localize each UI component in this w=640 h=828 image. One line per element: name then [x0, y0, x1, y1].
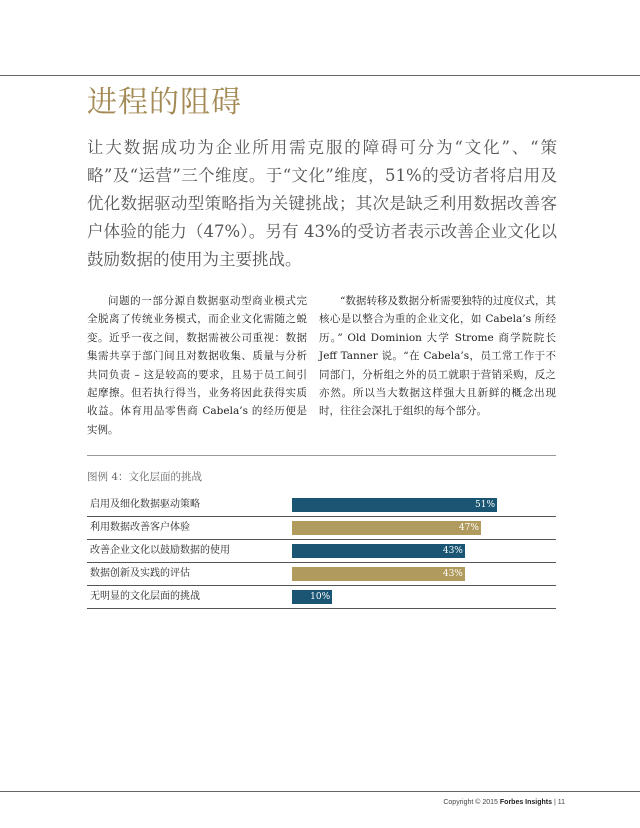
bar [292, 521, 481, 535]
copyright: Copyright © 2015 [443, 799, 498, 806]
right-column-text: “数据转移及数据分析需要独特的过度仪式，其核心是以整合为重的企业文化，如 Cabela’s 所经历。” Old Dominion 大学 Strome 商学院院长 Jeff Tanner 说。“在 Cabela’s，员工常工作于不同部门，分析组之外的员工就职于营销采购，反之亦然。所以当大数据这样强大且新鲜的概念出现时，往往会深扎于组织的每个部分。 [319, 295, 556, 418]
spacer [0, 609, 640, 791]
page-number: | 11 [553, 799, 565, 806]
value-label: 51% [475, 500, 496, 511]
chart-row [87, 540, 556, 563]
value-label: 10% [310, 592, 331, 603]
intro-paragraph: 让大数据成功为企业所用需克服的障碍可分为“文化”、“策略”及“运营”三个维度。于“文化”维度，51%的受访者将启用及优化数据驱动型策略指为关键挑战；其次是缺乏利用数据改善客户体验的能力（47%）。另有 43%的受访者表示改善企业文化以鼓励数据的使用为主要挑战。 [87, 138, 557, 269]
footer [443, 798, 565, 808]
value-label: 43% [442, 546, 463, 557]
chart-row [87, 563, 556, 586]
category-label: 改善企业文化以鼓励数据的使用 [90, 545, 230, 557]
category-label: 利用数据改善客户体验 [90, 522, 190, 534]
chart-row [87, 517, 556, 540]
value-label: 47% [458, 523, 479, 534]
value-label: 43% [442, 569, 463, 580]
bottom-rule [0, 791, 640, 792]
bar-chart [87, 494, 556, 609]
chart-top-rule [87, 455, 556, 456]
category-label: 启用及细化数据驱动策略 [90, 499, 200, 511]
brand: Forbes Insights [499, 799, 553, 806]
category-label: 数据创新及实践的评估 [90, 568, 190, 580]
category-label: 无明显的文化层面的挑战 [90, 591, 200, 603]
chart-row [87, 586, 556, 609]
chart-title: 图例 4：文化层面的挑战 [87, 471, 203, 484]
chart-row [87, 494, 556, 517]
left-column-text: 问题的一部分源自数据驱动型商业模式完全脱离了传统业务模式，而企业文化需随之蜕变。近乎一夜之间，数据需被公司重视：数据集需共享于部门间且对数据收集、质量与分析共同负责 – 这是较高的要求，且易于员工间引起摩擦。但若执行得当，业务将因此获得实质收益。体育用品零售商 Cabela’s 的经历便是实例。 [87, 295, 307, 436]
bar [292, 498, 497, 512]
top-rule [0, 75, 640, 76]
bar [292, 567, 465, 581]
page-title: 进程的阻碍 [87, 85, 242, 120]
body-columns [87, 292, 556, 439]
bar [292, 590, 332, 604]
bar [292, 544, 465, 558]
